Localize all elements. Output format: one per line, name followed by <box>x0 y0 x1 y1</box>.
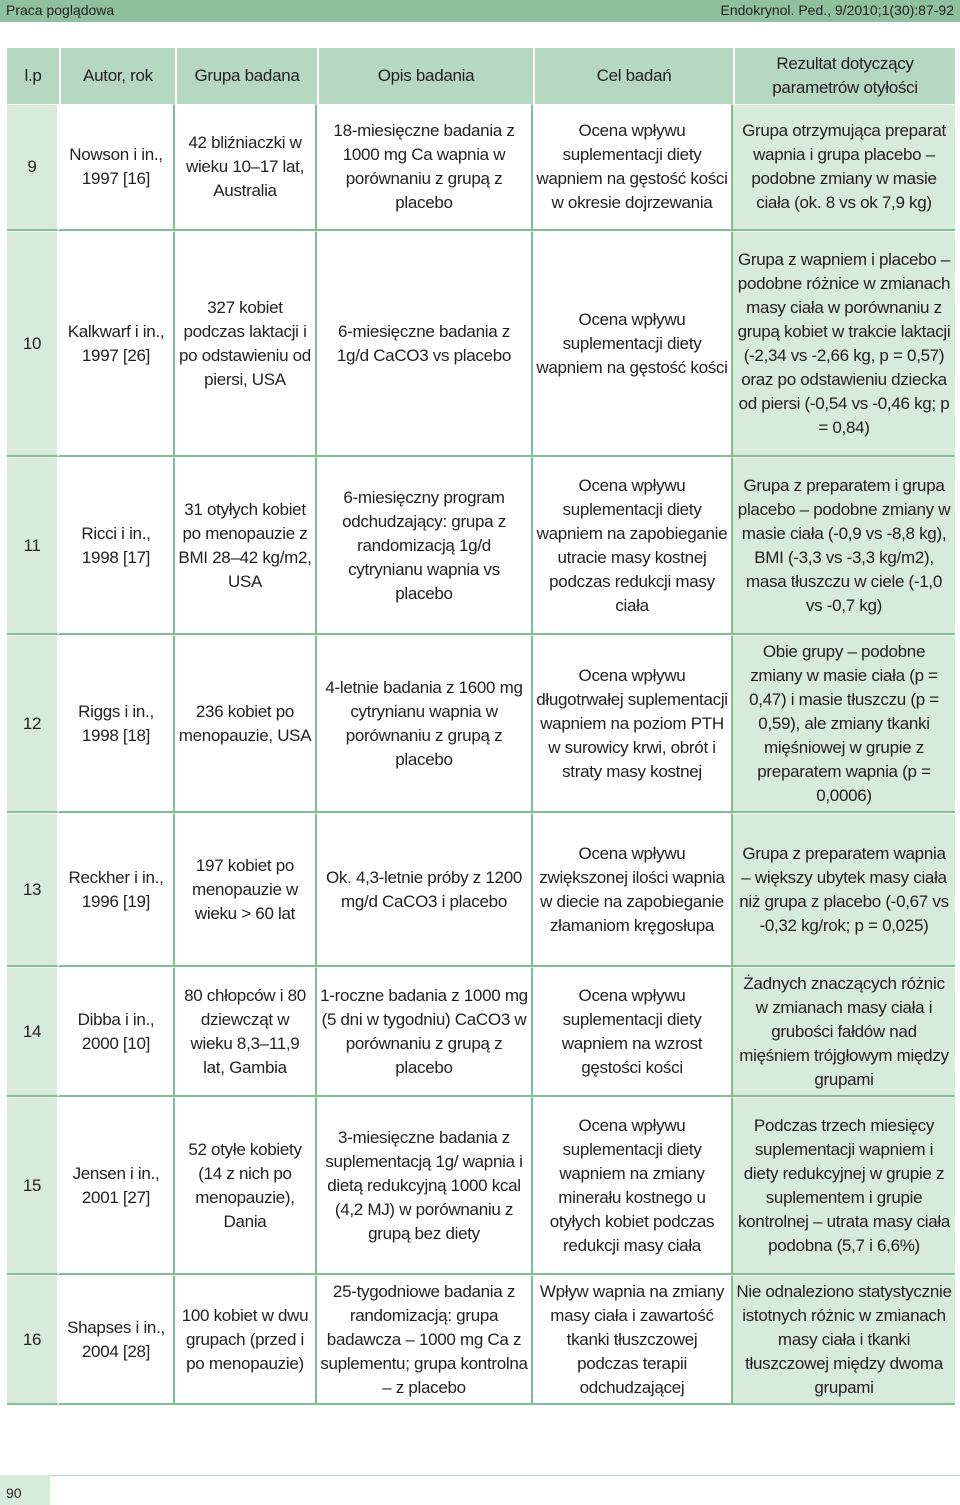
table-row <box>7 231 955 457</box>
cell-lp: 11 <box>7 457 59 635</box>
cell-lp: 14 <box>7 967 59 1097</box>
cell-aim: Ocena wpływu suplementacji diety wapniem na gęstość kości w okresie dojrzewania <box>533 104 733 231</box>
cell-aim: Ocena wpływu suplementacji diety wapniem na gęstość kości <box>533 231 733 457</box>
cell-group: 236 kobiet po menopauzie, USA <box>175 635 317 813</box>
column-header-description: Opis badania <box>317 48 533 104</box>
cell-result: Obie grupy – podobne zmiany w masie ciała (p = 0,47) i masie tłuszczu (p = 0,59), ale zmiany tkanki mięśniowej w grupie z preparatem wapnia (p = 0,0006) <box>733 635 955 813</box>
studies-table-container <box>7 48 955 1405</box>
cell-group: 42 bliźniaczki w wieku 10–17 lat, Australia <box>175 104 317 231</box>
cell-lp: 9 <box>7 104 59 231</box>
column-header-lp: l.p <box>7 48 59 104</box>
cell-description: 6-miesięczne badania z 1g/d CaCO3 vs placebo <box>317 231 533 457</box>
cell-author: Jensen i in., 2001 [27] <box>59 1097 175 1275</box>
cell-group: 100 kobiet w dwu grupach (przed i po menopauzie) <box>175 1275 317 1405</box>
cell-aim: Ocena wpływu zwiększonej ilości wapnia w diecie na zapobieganie złamaniom kręgosłupa <box>533 813 733 967</box>
table-row <box>7 1097 955 1275</box>
cell-description: 18-miesięczne badania z 1000 mg Ca wapnia w porównaniu z grupą z placebo <box>317 104 533 231</box>
cell-description: 3-miesięczne badania z suplementacją 1g/ wapnia i dietą redukcyjną 1000 kcal (4,2 MJ) w porównaniu z grupą bez diety <box>317 1097 533 1275</box>
column-header-result: Rezultat dotyczący parametrów otyłości <box>733 48 955 104</box>
table-row <box>7 813 955 967</box>
studies-table <box>7 48 955 1405</box>
column-header-author: Autor, rok <box>59 48 175 104</box>
cell-description: 25-tygodniowe badania z randomizacją: grupa badawcza – 1000 mg Ca z suplementu; grupa kontrolna – z placebo <box>317 1275 533 1405</box>
cell-description: Ok. 4,3-letnie próby z 1200 mg/d CaCO3 i placebo <box>317 813 533 967</box>
cell-group: 31 otyłych kobiet po menopauzie z BMI 28–42 kg/m2, USA <box>175 457 317 635</box>
table-row <box>7 104 955 231</box>
table-row <box>7 1275 955 1405</box>
table-row <box>7 457 955 635</box>
cell-group: 52 otyłe kobiety (14 z nich po menopauzie), Dania <box>175 1097 317 1275</box>
table-row <box>7 635 955 813</box>
cell-aim: Wpływ wapnia na zmiany masy ciała i zawartość tkanki tłuszczowej podczas terapii odchudzającej <box>533 1275 733 1405</box>
cell-result: Nie odnaleziono statystycznie istotnych różnic w zmianach masy ciała i tkanki tłuszczowej między dwoma grupami <box>733 1275 955 1405</box>
footer-rule <box>0 1475 960 1476</box>
page-number: 90 <box>6 1485 22 1501</box>
column-header-aim: Cel badań <box>533 48 733 104</box>
cell-result: Podczas trzech miesięcy suplementacji wapniem i diety redukcyjnej w grupie z suplementem i grupie kontrolnej – utrata masy ciała podobna (5,7 i 6,6%) <box>733 1097 955 1275</box>
cell-author: Reckher i in., 1996 [19] <box>59 813 175 967</box>
article-type: Praca poglądowa <box>6 2 115 18</box>
cell-result: Grupa z preparatem wapnia – większy ubytek masy ciała niż grupa z placebo (-0,67 vs -0,32 kg/rok; p = 0,025) <box>733 813 955 967</box>
journal-header-bar <box>0 0 960 22</box>
cell-aim: Ocena wpływu długotrwałej suplementacji wapniem na poziom PTH w surowicy krwi, obrót i straty masy kostnej <box>533 635 733 813</box>
cell-aim: Ocena wpływu suplementacji diety wapniem na zmiany minerału kostnego u otyłych kobiet podczas redukcji masy ciała <box>533 1097 733 1275</box>
cell-lp: 10 <box>7 231 59 457</box>
column-header-group: Grupa badana <box>175 48 317 104</box>
cell-lp: 16 <box>7 1275 59 1405</box>
cell-aim: Ocena wpływu suplementacji diety wapniem na wzrost gęstości kości <box>533 967 733 1097</box>
cell-author: Riggs i in., 1998 [18] <box>59 635 175 813</box>
cell-description: 6-miesięczny program odchudzający: grupa z randomizacją 1g/d cytrynianu wapnia vs placebo <box>317 457 533 635</box>
cell-aim: Ocena wpływu suplementacji diety wapniem na zapobieganie utracie masy kostnej podczas redukcji masy ciała <box>533 457 733 635</box>
cell-author: Dibba i in., 2000 [10] <box>59 967 175 1097</box>
table-header-row <box>7 48 955 104</box>
cell-lp: 15 <box>7 1097 59 1275</box>
cell-result: Grupa z wapniem i placebo – podobne różnice w zmianach masy ciała w porównaniu z grupą kobiet w trakcie laktacji (-2,34 vs -2,66 kg, p = 0,57) oraz po odstawieniu dziecka od piersi (-0,54 vs -0,46 kg; p = 0,84) <box>733 231 955 457</box>
cell-author: Shapses i in., 2004 [28] <box>59 1275 175 1405</box>
page-number-box <box>0 1475 50 1505</box>
cell-group: 197 kobiet po menopauzie w wieku > 60 lat <box>175 813 317 967</box>
cell-description: 1-roczne badania z 1000 mg (5 dni w tygodniu) CaCO3 w porównaniu z grupą z placebo <box>317 967 533 1097</box>
journal-citation: Endokrynol. Ped., 9/2010;1(30):87-92 <box>720 2 954 18</box>
cell-lp: 12 <box>7 635 59 813</box>
cell-description: 4-letnie badania z 1600 mg cytrynianu wapnia w porównaniu z grupą z placebo <box>317 635 533 813</box>
cell-author: Nowson i in., 1997 [16] <box>59 104 175 231</box>
cell-group: 80 chłopców i 80 dziewcząt w wieku 8,3–11,9 lat, Gambia <box>175 967 317 1097</box>
cell-group: 327 kobiet podczas laktacji i po odstawieniu od piersi, USA <box>175 231 317 457</box>
cell-author: Ricci i in., 1998 [17] <box>59 457 175 635</box>
cell-result: Żadnych znaczących różnic w zmianach masy ciała i grubości fałdów nad mięśniem trójgłowym między grupami <box>733 967 955 1097</box>
table-row <box>7 967 955 1097</box>
cell-author: Kalkwarf i in., 1997 [26] <box>59 231 175 457</box>
cell-result: Grupa otrzymująca preparat wapnia i grupa placebo – podobne zmiany w masie ciała (ok. 8 vs ok 7,9 kg) <box>733 104 955 231</box>
cell-lp: 13 <box>7 813 59 967</box>
cell-result: Grupa z preparatem i grupa placebo – podobne zmiany w masie ciała (-0,9 vs -8,8 kg), BMI (-3,3 vs -3,3 kg/m2), masa tłuszczu w ciele (-1,0 vs -0,7 kg) <box>733 457 955 635</box>
